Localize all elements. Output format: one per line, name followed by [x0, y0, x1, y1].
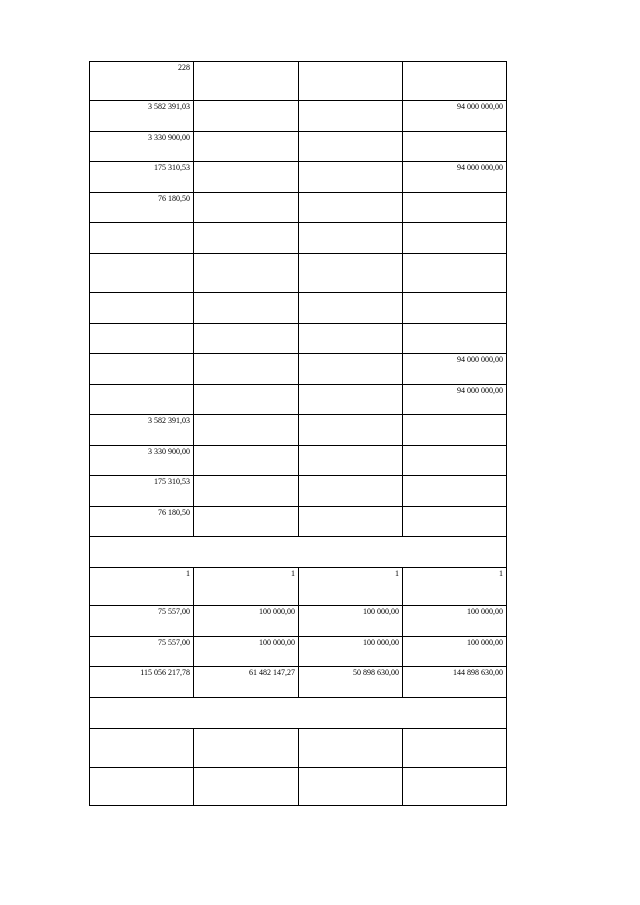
table-cell — [194, 62, 299, 101]
table-cell — [299, 415, 403, 446]
table-cell — [90, 354, 194, 385]
table-cell: 115 056 217,78 — [90, 667, 194, 698]
table-cell — [90, 729, 194, 768]
table-row — [90, 476, 507, 507]
table-cell: 1 — [403, 568, 507, 606]
table-row — [90, 223, 507, 254]
table-row — [90, 537, 507, 568]
table-cell: 100 000,00 — [194, 637, 299, 667]
table-cell: 61 482 147,27 — [194, 667, 299, 698]
table-row — [90, 637, 507, 667]
table-row — [90, 507, 507, 537]
table-cell — [299, 193, 403, 223]
table-row — [90, 162, 507, 193]
table-cell — [403, 446, 507, 476]
table-cell: 3 582 391,03 — [90, 101, 194, 132]
table-row — [90, 193, 507, 223]
table-cell — [299, 162, 403, 193]
table-cell: 100 000,00 — [299, 637, 403, 667]
table-cell — [299, 132, 403, 162]
table-cell: 76 180,50 — [90, 507, 194, 537]
table-cell: 3 582 391,03 — [90, 415, 194, 446]
table-cell — [403, 62, 507, 101]
table-row — [90, 768, 507, 806]
table-row — [90, 324, 507, 354]
table-cell — [299, 293, 403, 324]
table-cell — [90, 385, 194, 415]
table-cell — [299, 324, 403, 354]
table-cell: 3 330 900,00 — [90, 132, 194, 162]
table-cell — [403, 193, 507, 223]
table-cell — [90, 254, 194, 293]
table-cell — [403, 223, 507, 254]
table-cell — [403, 324, 507, 354]
table-cell: 144 898 630,00 — [403, 667, 507, 698]
table-row — [90, 698, 507, 729]
table-cell — [194, 768, 299, 806]
table-row — [90, 667, 507, 698]
table-cell — [403, 132, 507, 162]
table-row — [90, 62, 507, 101]
section-row-cell — [90, 698, 507, 729]
table-body — [90, 62, 507, 806]
table-cell — [403, 476, 507, 507]
table-cell — [299, 223, 403, 254]
table-row — [90, 293, 507, 324]
table-cell — [403, 768, 507, 806]
table-cell — [194, 293, 299, 324]
table-cell — [194, 254, 299, 293]
table-cell: 100 000,00 — [403, 637, 507, 667]
table-cell — [194, 507, 299, 537]
table-cell — [90, 324, 194, 354]
table-cell — [403, 415, 507, 446]
table-cell: 94 000 000,00 — [403, 385, 507, 415]
table-cell: 75 557,00 — [90, 637, 194, 667]
table-cell — [299, 729, 403, 768]
table-cell — [90, 293, 194, 324]
table-cell — [194, 354, 299, 385]
table-cell — [403, 729, 507, 768]
table-cell: 100 000,00 — [403, 606, 507, 637]
table-cell: 100 000,00 — [194, 606, 299, 637]
table-cell — [194, 193, 299, 223]
table-cell: 100 000,00 — [299, 606, 403, 637]
table-cell: 175 310,53 — [90, 476, 194, 507]
table-row — [90, 568, 507, 606]
table-row — [90, 101, 507, 132]
table-row — [90, 385, 507, 415]
table-cell — [299, 507, 403, 537]
table-cell — [194, 476, 299, 507]
table-cell: 50 898 630,00 — [299, 667, 403, 698]
table-cell — [299, 101, 403, 132]
table-cell — [403, 293, 507, 324]
table-cell — [299, 446, 403, 476]
table-cell — [194, 446, 299, 476]
table-cell: 228 — [90, 62, 194, 101]
table-row — [90, 254, 507, 293]
table-row — [90, 446, 507, 476]
table-cell: 94 000 000,00 — [403, 101, 507, 132]
table-row — [90, 606, 507, 637]
table-cell — [299, 62, 403, 101]
table-cell: 94 000 000,00 — [403, 354, 507, 385]
table-cell: 94 000 000,00 — [403, 162, 507, 193]
table-cell — [194, 729, 299, 768]
table-cell — [299, 385, 403, 415]
table-cell — [299, 768, 403, 806]
table-cell — [403, 254, 507, 293]
table-cell — [299, 354, 403, 385]
table-cell: 1 — [90, 568, 194, 606]
table-cell — [299, 476, 403, 507]
table-row — [90, 729, 507, 768]
table-cell — [194, 132, 299, 162]
section-row-cell — [90, 537, 507, 568]
table-cell — [194, 162, 299, 193]
table-cell: 75 557,00 — [90, 606, 194, 637]
data-table — [89, 61, 507, 806]
table-cell: 76 180,50 — [90, 193, 194, 223]
table-row — [90, 132, 507, 162]
table-cell: 3 330 900,00 — [90, 446, 194, 476]
table-cell: 175 310,53 — [90, 162, 194, 193]
table-row — [90, 415, 507, 446]
table-cell — [299, 254, 403, 293]
table-cell — [90, 223, 194, 254]
table-cell — [194, 324, 299, 354]
table-cell — [194, 223, 299, 254]
table-cell — [403, 507, 507, 537]
table-cell — [90, 768, 194, 806]
table-cell — [194, 415, 299, 446]
table-cell: 1 — [299, 568, 403, 606]
table-cell: 1 — [194, 568, 299, 606]
table-cell — [194, 385, 299, 415]
table-cell — [194, 101, 299, 132]
table-row — [90, 354, 507, 385]
